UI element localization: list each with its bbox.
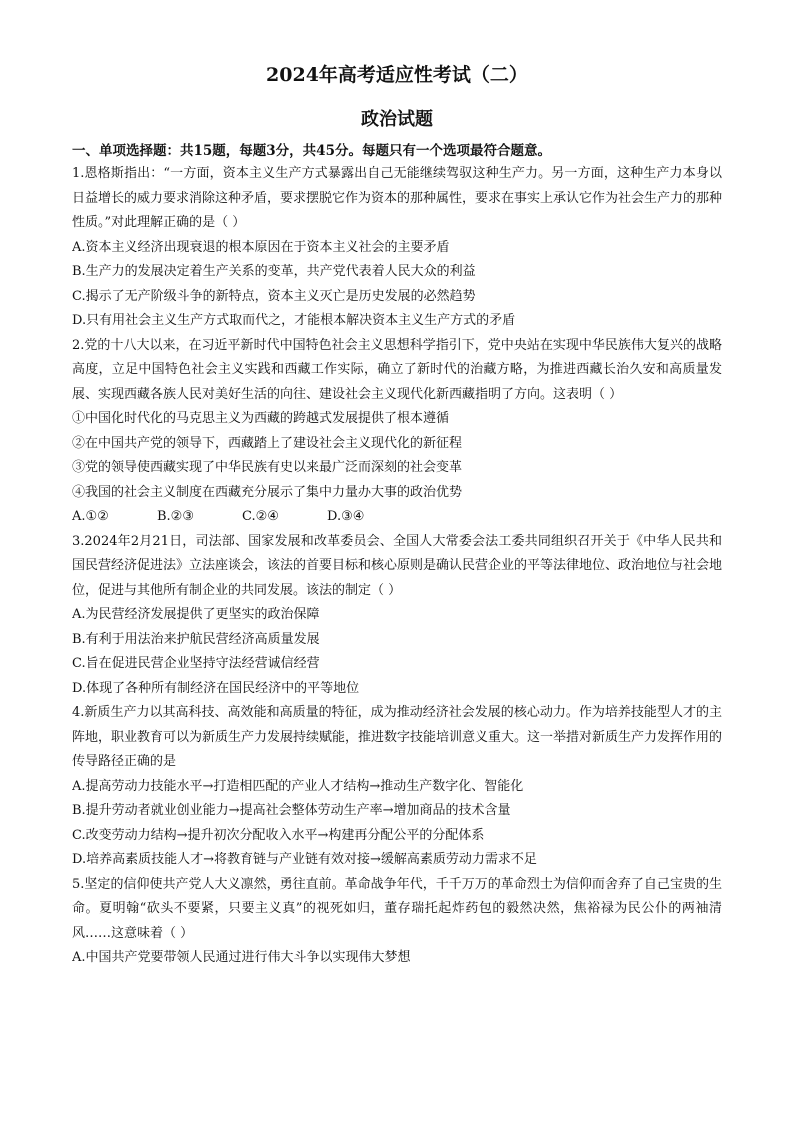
option-d: D.培养高素质技能人才→将教育链与产业链有效对接→缓解高素质劳动力需求不足 — [72, 852, 537, 867]
option-b: B.提升劳动者就业创业能力→提高社会整体劳动生产率→增加商品的技术含量 — [72, 803, 511, 818]
option-a: A.资本主义经济出现衰退的根本原因在于资本主义社会的主要矛盾 — [72, 239, 450, 255]
question-3 — [72, 530, 722, 702]
statement-1: ①中国化时代化的马克思主义为西藏的跨越式发展提供了根本遵循 — [72, 411, 450, 426]
exam-subject-title: 政治试题 — [361, 109, 433, 130]
exam-title: 2024年高考适应性考试（二） — [266, 64, 528, 86]
option-d: D.体现了各种所有制经济在国民经济中的平等地位 — [72, 680, 360, 696]
section-heading: 一、单项选择题：共15题，每题3分，共45分。每题只有一个选项最符合题意。 — [72, 143, 551, 159]
option-c: C.旨在促进民营企业坚持守法经营诚信经营 — [72, 656, 320, 671]
option-b: B.有利于用法治来护航民营经济高质量发展 — [72, 631, 320, 647]
statement-3: ③党的领导使西藏实现了中华民族有史以来最广泛而深刻的社会变革 — [72, 460, 463, 475]
option-d: D.③④ — [327, 509, 365, 524]
question-stem: 1.恩格斯指出：“一方面，资本主义生产方式暴露出自己无能继续驾驭这种生产力。另一方面，这种生产力本身以日益增长的威力要求消除这种矛盾，要求摆脱它作为资本的那种属性，要求在事实上承认它作为社会生产力的那种性质。”对此理解正确的是（ ） — [72, 166, 723, 230]
statement-4: ④我国的社会主义制度在西藏充分展示了集中力量办大事的政治优势 — [72, 484, 463, 500]
question-stem: 5.坚定的信仰使共产党人大义凛然，勇往直前。革命战争年代，千千万万的革命烈士为信仰而舍弃了自己宝贵的生命。夏明翰“砍头不要紧，只要主义真”的视死如归，董存瑞托起炸药包的毅然决然，焦裕禄为民公仆的两袖清风……这意味着（ ） — [72, 876, 722, 941]
question-1 — [72, 162, 722, 334]
option-a: A.提高劳动力技能水平→打造相匹配的产业人才结构→推动生产数字化、智能化 — [72, 778, 524, 794]
option-c: C.揭示了无产阶级斗争的新特点，资本主义灭亡是历史发展的必然趋势 — [72, 288, 476, 304]
option-b: B.生产力的发展决定着生产关系的变革，共产党代表着人民大众的利益 — [72, 264, 476, 279]
question-stem: 3.2024年2月21日，司法部、国家发展和改革委员会、全国人大常委会法工委共同组织召开关于《中华人民共和国民营经济促进法》立法座谈会，该法的首要目标和核心原则是确认民营企业的平等法律地位、政治地位与社会地位，促进与其他所有制企业的共同发展。该法的制定（ ） — [72, 533, 723, 598]
option-a: A.①② — [72, 509, 109, 524]
option-d: D.只有用社会主义生产方式取而代之，才能根本解决资本主义生产方式的矛盾 — [72, 313, 516, 328]
option-a: A.为民营经济发展提供了更坚实的政治保障 — [72, 607, 320, 622]
choice-row — [72, 505, 722, 530]
question-2 — [72, 334, 722, 530]
option-c: C.改变劳动力结构→提升初次分配收入水平→构建再分配公平的分配体系 — [72, 827, 485, 843]
option-b: B.②③ — [157, 509, 194, 524]
statement-2: ②在中国共产党的领导下，西藏踏上了建设社会主义现代化的新征程 — [72, 435, 463, 451]
option-a: A.中国共产党要带领人民通过进行伟大斗争以实现伟大梦想 — [72, 950, 411, 965]
question-stem: 2.党的十八大以来，在习近平新时代中国特色社会主义思想科学指引下，党中央站在实现中华民族伟大复兴的战略高度，立足中国特色社会主义实践和西藏工作实际，确立了新时代的治藏方略，为推进西藏长治久安和高质量发展、实现西藏各族人民对美好生活的向往、建设社会主义现代化新西藏指明了方向。这表明（ ） — [72, 337, 722, 402]
question-4 — [72, 701, 722, 873]
question-5 — [72, 873, 722, 971]
option-c: C.②④ — [242, 509, 279, 524]
question-stem: 4.新质生产力以其高科技、高效能和高质量的特征，成为推动经济社会发展的核心动力。作为培养技能型人才的主阵地，职业教育可以为新质生产力发展持续赋能，推进数字技能培训意义重大。这一举措对新质生产力发挥作用的传导路径正确的是 — [72, 705, 723, 769]
